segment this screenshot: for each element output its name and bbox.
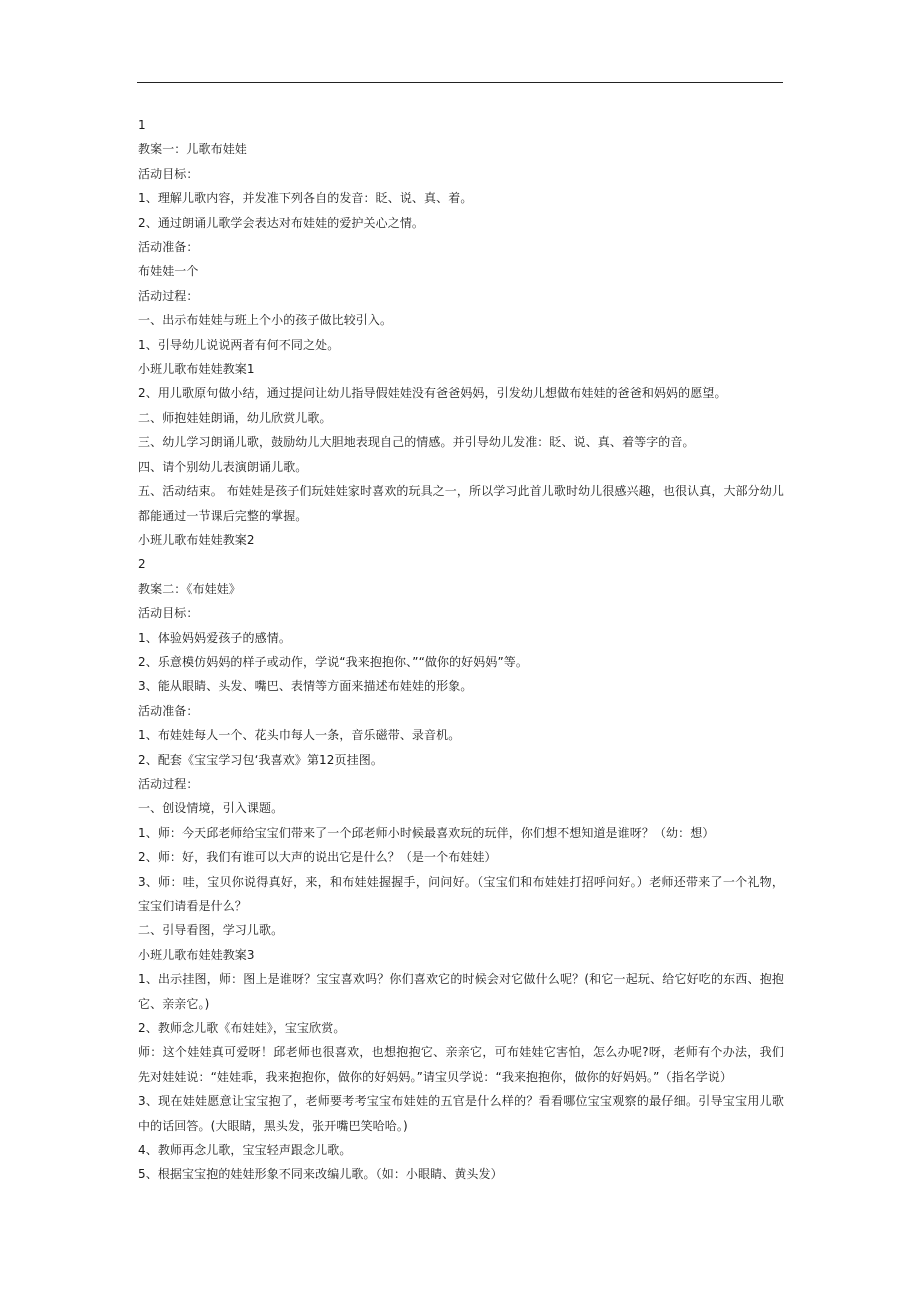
process-step: 2、师：好，我们有谁可以大声的说出它是什么？（是一个布娃娃） (138, 850, 497, 865)
process-step: 1、出示挂图，师：图上是谁呀？宝宝喜欢吗？你们喜欢它的时候会对它做什么呢？(和它一起玩、给它好吃的东西、抱抱它、亲亲它。) (138, 972, 784, 1011)
heading-preparation: 活动准备： (138, 240, 199, 255)
process-step: 一、创设情境，引入课题。 (138, 801, 284, 816)
lesson-caption: 小班儿歌布娃娃教案2 (138, 532, 255, 547)
process-step: 4、教师再念儿歌，宝宝轻声跟念儿歌。 (138, 1143, 352, 1158)
section-number: 2 (138, 557, 146, 572)
lesson-title: 教案一：儿歌布娃娃 (138, 142, 247, 157)
process-step: 2、教师念儿歌《布娃娃》，宝宝欣赏。 (138, 1021, 346, 1036)
process-step: 2、用儿歌原句做小结，通过提问让幼儿指导假娃娃没有爸爸妈妈，引发幼儿想做布娃娃的爸爸和妈妈的愿望。 (138, 386, 727, 401)
lesson-caption: 小班儿歌布娃娃教案1 (138, 362, 255, 377)
goal-item: 2、通过朗诵儿歌学会表达对布娃娃的爱护关心之情。 (138, 215, 425, 230)
process-step: 四、请个别幼儿表演朗诵儿歌。 (138, 459, 308, 474)
process-step: 3、现在娃娃愿意让宝宝抱了，老师要考考宝宝布娃娃的五官是什么样的？看看哪位宝宝观察的最仔细。引导宝宝用儿歌中的话回答。(大眼睛，黑头发，张开嘴巴笑哈哈。) (138, 1094, 784, 1133)
lesson-caption: 小班儿歌布娃娃教案3 (138, 947, 255, 962)
process-step: 二、师抱娃娃朗诵，幼儿欣赏儿歌。 (138, 410, 332, 425)
goal-item: 3、能从眼睛、头发、嘴巴、表情等方面来描述布娃娃的形象。 (138, 679, 473, 694)
process-step: 一、出示布娃娃与班上个小的孩子做比较引入。 (138, 313, 393, 328)
heading-preparation: 活动准备： (138, 703, 199, 718)
goal-item: 1、体验妈妈爱孩子的感情。 (138, 630, 291, 645)
preparation-item: 布娃娃一个 (138, 264, 199, 279)
lesson-title: 教案二：《布娃娃》 (138, 581, 241, 596)
heading-goals: 活动目标： (138, 606, 199, 621)
process-step: 1、师：今天邱老师给宝宝们带来了一个邱老师小时候最喜欢玩的玩伴，你们想不想知道是谁呀？（幼：想） (138, 825, 715, 840)
heading-process: 活动过程： (138, 776, 199, 791)
process-step: 1、引导幼儿说说两者有何不同之处。 (138, 337, 340, 352)
process-step: 师：这个娃娃真可爱呀！邱老师也很喜欢，也想抱抱它、亲亲它，可布娃娃它害怕，怎么办呢?呀，老师有个办法，我们先对娃娃说：“娃娃乖，我来抱抱你，做你的好妈妈。”请宝贝学说：“我来抱抱你，做你的好妈妈。”（指名学说） (138, 1045, 784, 1084)
process-step: 五、活动结束。 布娃娃是孩子们玩娃娃家时喜欢的玩具之一，所以学习此首儿歌时幼儿很感兴趣，也很认真，大部分幼儿都能通过一节课后完整的掌握。 (138, 484, 784, 523)
goal-item: 1、理解儿歌内容，并发准下列各自的发音：眨、说、真、着。 (138, 191, 473, 206)
preparation-item: 1、布娃娃每人一个、花头巾每人一条，音乐磁带、录音机。 (138, 728, 461, 743)
preparation-item: 2、配套《宝宝学习包‘我喜欢》第12页挂图。 (138, 752, 383, 767)
process-step: 三、幼儿学习朗诵儿歌，鼓励幼儿大胆地表现自己的情感。并引导幼儿发准：眨、说、真、着等字的音。 (138, 435, 695, 450)
header-rule (137, 82, 783, 83)
process-step: 3、师：哇，宝贝你说得真好，来，和布娃娃握握手，问问好。（宝宝们和布娃娃打招呼问好。）老师还带来了一个礼物，宝宝们请看是什么？ (138, 874, 784, 913)
document-body (138, 113, 784, 1187)
process-step: 5、根据宝宝抱的娃娃形象不同来改编儿歌。（如：小眼睛、黄头发） (138, 1167, 503, 1182)
process-step: 二、引导看图，学习儿歌。 (138, 923, 284, 938)
heading-goals: 活动目标： (138, 166, 199, 181)
goal-item: 2、乐意模仿妈妈的样子或动作，学说“我来抱抱你、”“做你的好妈妈”等。 (138, 654, 529, 669)
heading-process: 活动过程： (138, 288, 199, 303)
section-number: 1 (138, 118, 146, 132)
